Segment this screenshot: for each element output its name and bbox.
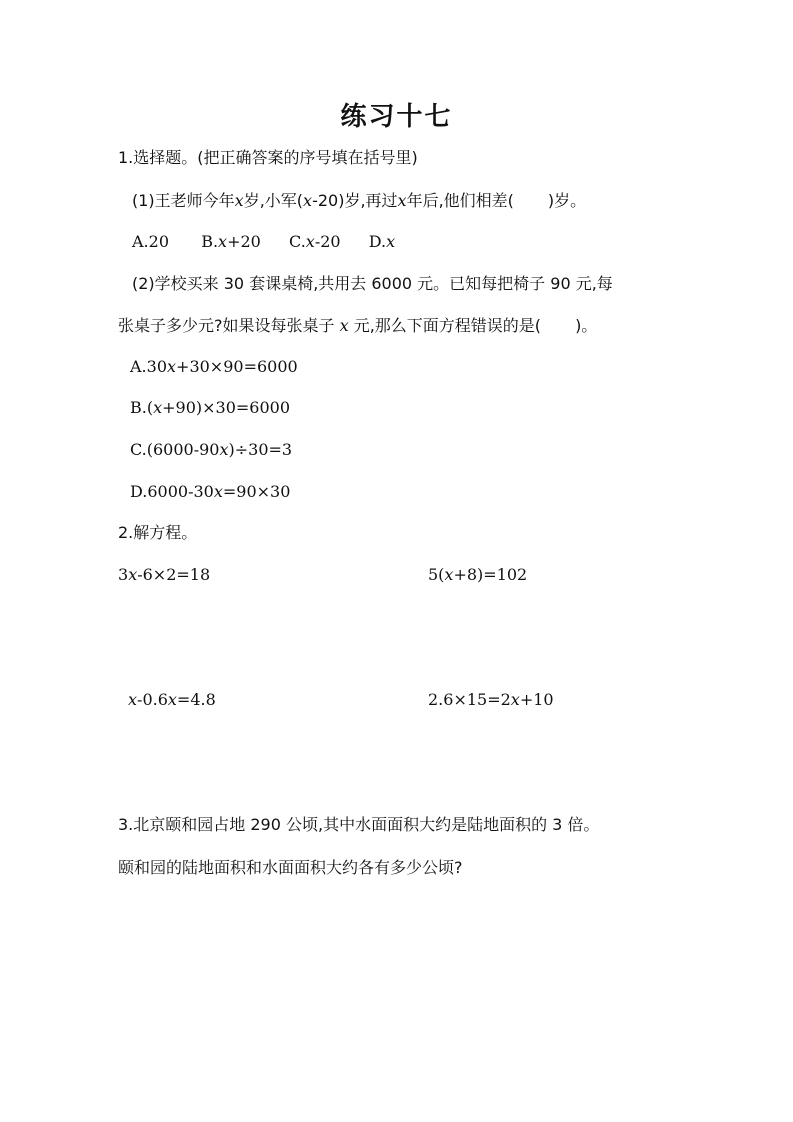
- q2-option-a: A.30x+30×90=6000: [130, 357, 298, 376]
- question-1-1: [132, 191, 586, 211]
- q2-line2-text-b: 元,那么下面方程错误的是(: [353, 316, 542, 335]
- q1-var-x-2: x: [303, 191, 313, 210]
- question-1-2-line2: [118, 316, 597, 336]
- q1-option-b: B.x+20: [201, 232, 261, 251]
- equation-3: x-0.6x=4.8: [128, 690, 216, 709]
- q1-option-a: A.20: [132, 232, 169, 251]
- page-title: 练习十七: [340, 102, 453, 132]
- q1-text-d: 年后,他们相差(: [406, 191, 514, 210]
- q1-text-e: )岁。: [547, 191, 587, 210]
- q1-text-c: -20)岁,再过: [312, 191, 398, 210]
- question-1-2-line1: (2)学校买来 30 套课桌椅,共用去 6000 元。已知每把椅子 90 元,每: [132, 274, 613, 293]
- q1-text-a: (1)王老师今年: [132, 191, 235, 210]
- section3-line2: 颐和园的陆地面积和水面面积大约各有多少公顷?: [118, 858, 463, 877]
- q2-var-x: x: [339, 316, 349, 335]
- q2-option-b: B.(x+90)×30=6000: [130, 398, 291, 417]
- q1-option-c: C.x-20: [289, 232, 341, 251]
- section1-heading: 1.选择题。(把正确答案的序号填在括号里): [118, 148, 418, 167]
- equation-4: 2.6×15=2x+10: [428, 690, 554, 709]
- q2-line2-text-a: 张桌子多少元?如果设每张桌子: [118, 316, 335, 335]
- equation-2: 5(x+8)=102: [428, 565, 528, 584]
- q2-option-c: C.(6000-90x)÷30=3: [130, 440, 293, 459]
- question-1-1-options: [132, 232, 395, 252]
- section2-heading: 2.解方程。: [118, 523, 198, 542]
- q1-var-x-1: x: [234, 191, 244, 210]
- q1-option-d: D.x: [368, 232, 396, 251]
- q2-option-d: D.6000-30x=90×30: [130, 482, 291, 501]
- section3-line1: 3.北京颐和园占地 290 公顷,其中水面面积大约是陆地面积的 3 倍。: [118, 815, 600, 834]
- q2-line2-text-c: )。: [575, 316, 598, 335]
- q1-text-b: 岁,小军(: [243, 191, 304, 210]
- q1-var-x-3: x: [397, 191, 407, 210]
- equation-1: 3x-6×2=18: [118, 565, 211, 584]
